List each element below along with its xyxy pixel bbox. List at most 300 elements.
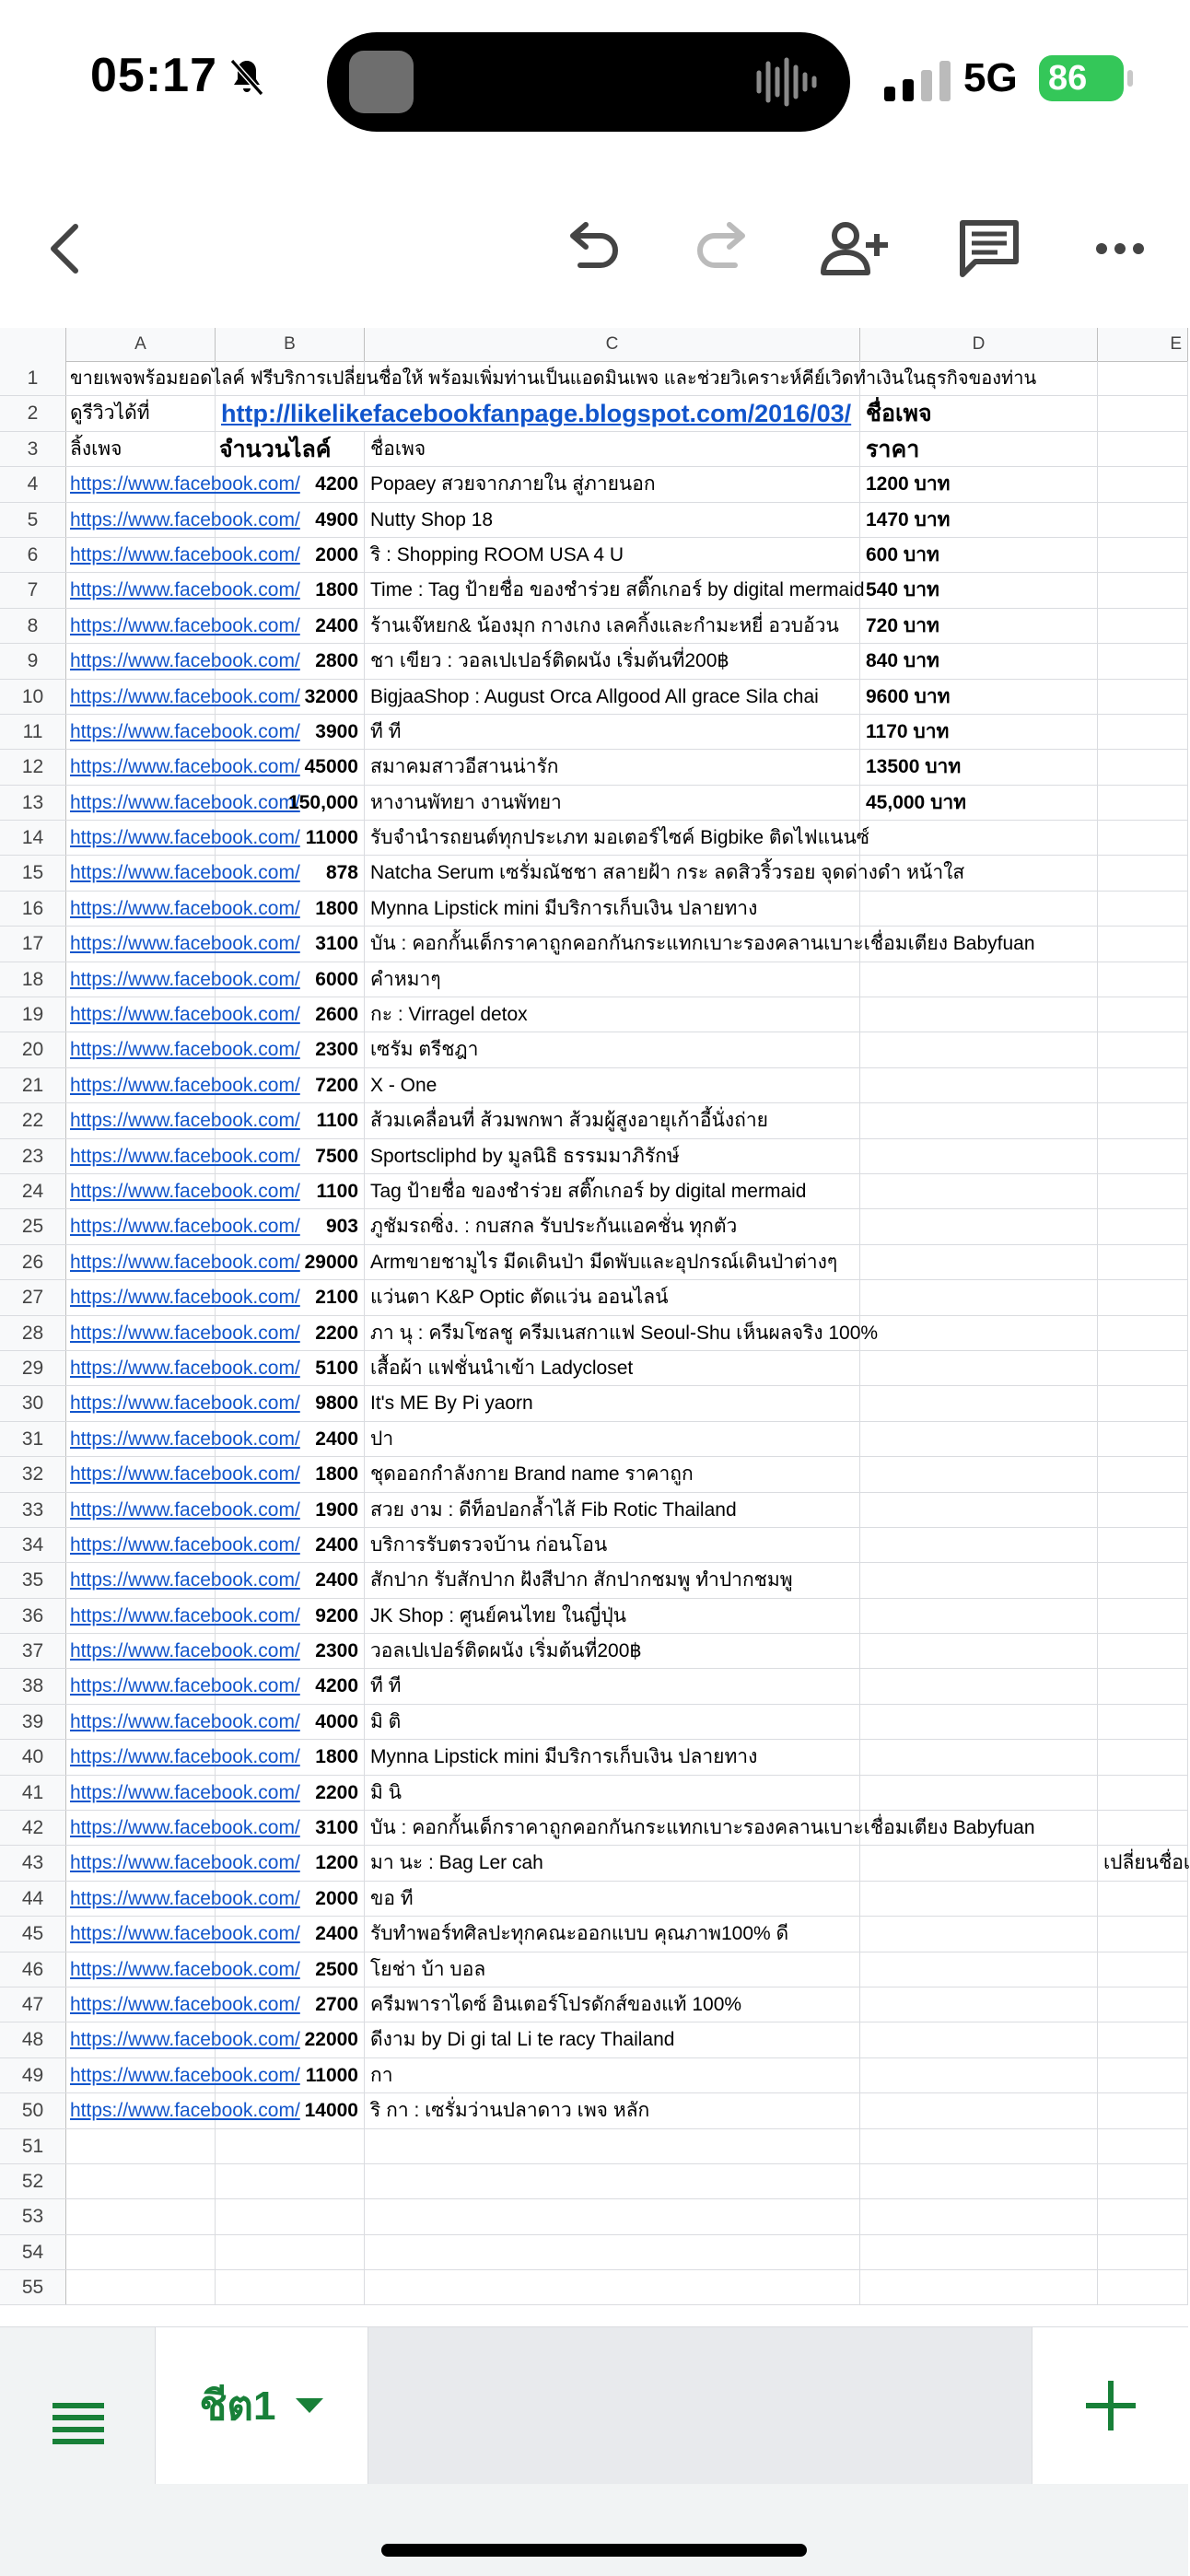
redo-button[interactable] (687, 212, 761, 286)
cell-c[interactable]: สวย งาม : ดีท็อปอกล้ำไส้ Fib Rotic Thailand (365, 1493, 860, 1527)
cell-b[interactable]: 4900 (216, 503, 365, 537)
all-sheets-button[interactable] (37, 2383, 120, 2465)
cell-d[interactable] (860, 1103, 1098, 1137)
cell-b[interactable] (216, 2270, 365, 2304)
cell-e[interactable] (1098, 1139, 1188, 1173)
cell-e[interactable] (1098, 2199, 1188, 2233)
cell-e[interactable] (1098, 1776, 1188, 1810)
cell-a[interactable]: https://www.facebook.com/ (66, 503, 216, 537)
cell-e[interactable] (1098, 1280, 1188, 1314)
cell-c[interactable]: รับทำพอร์ทศิลปะทุกคณะออกแบบ คุณภาพ100% ดี (365, 1917, 860, 1951)
cell-a[interactable]: https://www.facebook.com/ (66, 2058, 216, 2092)
cell-d[interactable] (860, 927, 1098, 961)
cell-b[interactable]: 2400 (216, 1422, 365, 1456)
cell-a[interactable]: https://www.facebook.com/ (66, 1882, 216, 1916)
cell-a[interactable] (66, 2164, 216, 2198)
cell-d[interactable] (860, 1599, 1098, 1633)
cell-e[interactable] (1098, 1457, 1188, 1491)
cell-b[interactable]: 2400 (216, 1563, 365, 1597)
row-number: 30 (0, 1386, 66, 1420)
cell-a[interactable]: https://www.facebook.com/ (66, 680, 216, 714)
cell-a[interactable]: https://www.facebook.com/ (66, 1634, 216, 1668)
cell-c[interactable]: เสื้อผ้า แฟชั่นนำเข้า Ladycloset (365, 1351, 860, 1385)
cell-c[interactable] (365, 2164, 860, 2198)
cell-e[interactable] (1098, 573, 1188, 607)
cell-d[interactable] (860, 2058, 1098, 2092)
cell-d[interactable] (860, 1669, 1098, 1703)
cell-a[interactable] (66, 2235, 216, 2269)
cell-d[interactable]: 540 บาท (860, 573, 1098, 607)
cell-c[interactable] (365, 2129, 860, 2163)
cell-c[interactable] (365, 2235, 860, 2269)
cell-e[interactable] (1098, 1386, 1188, 1420)
cell-e[interactable] (1098, 1811, 1188, 1845)
cell-b[interactable]: 2200 (216, 1316, 365, 1350)
cell-c[interactable]: ที ที (365, 1669, 860, 1703)
cell-d[interactable] (860, 1245, 1098, 1279)
cell-b[interactable]: 3900 (216, 715, 365, 749)
cell-b[interactable]: 2500 (216, 1952, 365, 1987)
cell-b[interactable]: 3100 (216, 1811, 365, 1845)
cell-d[interactable] (860, 2235, 1098, 2269)
cell-e[interactable] (1098, 821, 1188, 855)
cell-b[interactable]: 2200 (216, 1776, 365, 1810)
cell-e[interactable] (1098, 644, 1188, 678)
cell-c[interactable]: มิ นิ (365, 1776, 860, 1810)
cell-c[interactable]: ชา เขียว : วอลเปเปอร์ติดผนัง เริ่มต้นที่200฿ (365, 644, 860, 678)
cell-c[interactable]: Nutty Shop 18 (365, 503, 860, 537)
row-number: 27 (0, 1280, 66, 1314)
cell-e[interactable] (1098, 609, 1188, 643)
row-number: 48 (0, 2022, 66, 2057)
cell-a[interactable]: https://www.facebook.com/ (66, 1316, 216, 1350)
cell-d[interactable] (860, 997, 1098, 1032)
cell-a[interactable]: https://www.facebook.com/ (66, 1422, 216, 1456)
more-icon (1094, 241, 1146, 256)
cell-b[interactable]: 2300 (216, 1634, 365, 1668)
cell-a[interactable]: https://www.facebook.com/ (66, 644, 216, 678)
cell-a[interactable]: https://www.facebook.com/ (66, 1457, 216, 1491)
cell-c[interactable]: สักปาก รับสักปาก ฝังสีปาก สักปากชมพู ทำปากชมพู (365, 1563, 860, 1597)
cell-e[interactable] (1098, 1634, 1188, 1668)
cell-c[interactable]: มา นะ : Bag Ler cah (365, 1846, 860, 1880)
cell-d[interactable] (860, 1528, 1098, 1562)
cell-a[interactable]: https://www.facebook.com/ (66, 2093, 216, 2127)
cell-e[interactable] (1098, 1493, 1188, 1527)
cell-e[interactable] (1098, 467, 1188, 501)
table-row (0, 396, 1188, 431)
cell-a[interactable]: https://www.facebook.com/ (66, 538, 216, 572)
cell-d[interactable] (860, 1987, 1098, 2022)
cell-a[interactable]: https://www.facebook.com/ (66, 1952, 216, 1987)
cell-d[interactable]: ราคา (860, 432, 1098, 466)
column-header-e[interactable]: E (1098, 328, 1188, 361)
cell-b[interactable]: 9200 (216, 1599, 365, 1633)
cell-c[interactable]: หางานพัทยา งานพัทยา (365, 786, 860, 820)
cell-d[interactable] (860, 1776, 1098, 1810)
cell-e[interactable] (1098, 1987, 1188, 2022)
cell-c[interactable]: Armขายชามูไร มีดเดินป่า มีดพับและอุปกรณ์เดินป่าต่างๆ (365, 1245, 860, 1279)
cell-a[interactable]: https://www.facebook.com/ (66, 927, 216, 961)
cell-a[interactable] (66, 2129, 216, 2163)
cell-b[interactable]: 2100 (216, 1280, 365, 1314)
cell-d[interactable] (860, 1740, 1098, 1774)
cell-c[interactable]: ปา (365, 1422, 860, 1456)
cell-d[interactable]: 840 บาท (860, 644, 1098, 678)
cell-b[interactable]: 2800 (216, 644, 365, 678)
cell-e[interactable] (1098, 892, 1188, 926)
cell-a[interactable]: https://www.facebook.com/ (66, 1705, 216, 1739)
cell-c[interactable]: ริ กา : เซรั่มว่านปลาดาว เพจ หลัก (365, 2093, 860, 2127)
cell-d[interactable] (860, 1139, 1098, 1173)
cell-d[interactable] (860, 1316, 1098, 1350)
cell-a[interactable]: https://www.facebook.com/ (66, 1209, 216, 1243)
table-row (0, 1846, 1188, 1881)
cell-b[interactable]: 2400 (216, 1917, 365, 1951)
cell-e[interactable] (1098, 432, 1188, 466)
cell-c[interactable]: ภูชัมรถซิ่ง. : กบสกล รับประกันแอคชั่น ทุกตัว (365, 1209, 860, 1243)
cell-b[interactable]: 5100 (216, 1351, 365, 1385)
cell-e[interactable] (1098, 503, 1188, 537)
cell-e[interactable] (1098, 1174, 1188, 1208)
cell-b[interactable]: 2000 (216, 538, 365, 572)
cell-e[interactable] (1098, 1351, 1188, 1385)
cell-b[interactable]: 1100 (216, 1103, 365, 1137)
cell-d[interactable] (860, 2022, 1098, 2057)
cell-e[interactable] (1098, 396, 1188, 430)
cell-e[interactable] (1098, 1528, 1188, 1562)
cell-a[interactable]: https://www.facebook.com/ (66, 609, 216, 643)
cell-a[interactable]: https://www.facebook.com/ (66, 1245, 216, 1279)
cell-a[interactable]: https://www.facebook.com/ (66, 1280, 216, 1314)
cell-c[interactable]: ดีงาม by Di gi tal Li te racy Thailand (365, 2022, 860, 2057)
cell-b[interactable]: 2400 (216, 1528, 365, 1562)
cell-b[interactable]: 29000 (216, 1245, 365, 1279)
cell-a[interactable]: https://www.facebook.com/ (66, 1917, 216, 1951)
cell-e[interactable] (1098, 1740, 1188, 1774)
cell-d[interactable] (860, 1351, 1098, 1385)
cell-e[interactable] (1098, 962, 1188, 997)
row-number: 11 (0, 715, 66, 749)
cell-d[interactable] (860, 1209, 1098, 1243)
cell-b[interactable] (216, 2199, 365, 2233)
column-header-d[interactable]: D (860, 328, 1098, 361)
cell-b[interactable]: 4000 (216, 1705, 365, 1739)
cell-c[interactable]: บัน : คอกกั้นเด็กราคาถูกคอกกันกระแทกเบาะรองคลานเบาะเชื่อมเตียง Babyfuan (365, 1811, 860, 1845)
cell-e[interactable] (1098, 2270, 1188, 2304)
cell-a[interactable]: ลิ้งเพจ (66, 432, 216, 466)
cell-b[interactable] (216, 2164, 365, 2198)
cell-a[interactable]: https://www.facebook.com/ (66, 573, 216, 607)
cell-d[interactable] (860, 962, 1098, 997)
cell-b[interactable]: 4200 (216, 467, 365, 501)
cell-a[interactable]: https://www.facebook.com/ (66, 1599, 216, 1633)
cell-c[interactable]: ส้วมเคลื่อนที่ ส้วมพกพา ส้วมผู้สูงอายุเก้าอี้นั่งถ่าย (365, 1103, 860, 1137)
cell-d[interactable]: 720 บาท (860, 609, 1098, 643)
cell-a[interactable]: https://www.facebook.com/ (66, 1386, 216, 1420)
cell-a[interactable]: https://www.facebook.com/ (66, 1139, 216, 1173)
cell-b[interactable]: 1900 (216, 1493, 365, 1527)
cell-c[interactable]: ที ที (365, 715, 860, 749)
cell-c[interactable]: X - One (365, 1068, 860, 1102)
cell-a[interactable]: https://www.facebook.com/ (66, 962, 216, 997)
cell-e[interactable] (1098, 2129, 1188, 2163)
cell-c[interactable]: Popaey สวยจากภายใน สู่ภายนอก (365, 467, 860, 501)
cell-a[interactable]: https://www.facebook.com/ (66, 1776, 216, 1810)
cell-a[interactable]: https://www.facebook.com/ (66, 1528, 216, 1562)
cell-e[interactable] (1098, 2235, 1188, 2269)
cell-e[interactable] (1098, 997, 1188, 1032)
cell-b[interactable]: 1200 (216, 1846, 365, 1880)
cell-e[interactable] (1098, 1068, 1188, 1102)
cell-b[interactable]: 1800 (216, 892, 365, 926)
cell-e[interactable] (1098, 1032, 1188, 1067)
cell-a[interactable]: https://www.facebook.com/ (66, 2022, 216, 2057)
cell-b[interactable]: 11000 (216, 2058, 365, 2092)
cell-c[interactable] (365, 2199, 860, 2233)
cell-d[interactable] (860, 1280, 1098, 1314)
cell-d[interactable] (860, 1386, 1098, 1420)
cell-e[interactable] (1098, 1669, 1188, 1703)
cell-e[interactable] (1098, 2058, 1188, 2092)
cell-e[interactable] (1098, 750, 1188, 784)
cell-a[interactable]: ขายเพจพร้อมยอดไลค์ ฟรีบริการเปลี่ยนชื่อให้ พร้อมเพิ่มท่านเป็นแอดมินเพจ และช่วยวิเคราะห์คีย์เวิดทำเงินในธุรกิจของท่าน (66, 361, 216, 395)
cell-b[interactable]: 45000 (216, 750, 365, 784)
cell-e[interactable] (1098, 1563, 1188, 1597)
cell-b[interactable]: 2600 (216, 997, 365, 1032)
cell-b[interactable]: 2700 (216, 1987, 365, 2022)
cell-c[interactable]: ภา นุ : ครีมโซลชู ครีมเนสกาแฟ Seoul-Shu เห็นผลจริง 100% (365, 1316, 860, 1350)
comment-button[interactable] (952, 212, 1026, 286)
cell-a[interactable]: https://www.facebook.com/ (66, 1563, 216, 1597)
cell-e[interactable] (1098, 361, 1188, 395)
cell-d[interactable]: 1470 บาท (860, 503, 1098, 537)
cell-a[interactable]: https://www.facebook.com/ (66, 892, 216, 926)
cell-e[interactable] (1098, 1245, 1188, 1279)
cell-a[interactable]: https://www.facebook.com/ (66, 1811, 216, 1845)
cell-b[interactable]: 1100 (216, 1174, 365, 1208)
cell-c[interactable]: ชุดออกกำลังกาย Brand name ราคาถูก (365, 1457, 860, 1491)
cell-d[interactable] (860, 2129, 1098, 2163)
cell-b[interactable] (216, 2235, 365, 2269)
cell-c[interactable]: บริการรับตรวจบ้าน ก่อนโอน (365, 1528, 860, 1562)
column-header-c[interactable]: C (365, 328, 860, 361)
row-number: 3 (0, 432, 66, 466)
cell-a[interactable]: https://www.facebook.com/ (66, 1740, 216, 1774)
cell-d[interactable] (860, 856, 1098, 890)
cell-e[interactable] (1098, 2164, 1188, 2198)
cell-e[interactable] (1098, 1316, 1188, 1350)
cell-b[interactable]: 4200 (216, 1669, 365, 1703)
cell-d[interactable] (860, 892, 1098, 926)
cell-d[interactable]: 13500 บาท (860, 750, 1098, 784)
cell-c[interactable]: กะ : Virragel detox (365, 997, 860, 1032)
cell-a[interactable]: https://www.facebook.com/ (66, 786, 216, 820)
share-button[interactable] (818, 212, 892, 286)
cell-b[interactable]: 3100 (216, 927, 365, 961)
cell-b[interactable]: 1800 (216, 573, 365, 607)
cell-b[interactable]: จำนวนไลค์ (216, 432, 365, 466)
cell-c[interactable]: เซรัม ตรีชฎา (365, 1032, 860, 1067)
cell-e[interactable] (1098, 2093, 1188, 2127)
cell-a[interactable]: https://www.facebook.com/ (66, 1846, 216, 1880)
table-row (0, 1174, 1188, 1209)
cell-c[interactable]: โยช่า บ้า บอล (365, 1952, 860, 1987)
cell-c[interactable]: Natcha Serum เซรั่มณัชชา สลายฝ้า กระ ลดสิวริ้วรอย จุดด่างดำ หน้าใส (365, 856, 860, 890)
cell-b[interactable]: 6000 (216, 962, 365, 997)
row-number: 19 (0, 997, 66, 1032)
table-row (0, 892, 1188, 927)
cell-e[interactable] (1098, 1705, 1188, 1739)
cell-e[interactable] (1098, 1952, 1188, 1987)
dropdown-caret-icon (296, 2398, 323, 2413)
cell-b[interactable]: 878 (216, 856, 365, 890)
cell-c[interactable]: ริ : Shopping ROOM USA 4 U (365, 538, 860, 572)
cell-e[interactable] (1098, 1103, 1188, 1137)
cell-c[interactable]: Mynna Lipstick mini มีบริการเก็บเงิน ปลายทาง (365, 892, 860, 926)
cell-a[interactable]: https://www.facebook.com/ (66, 1987, 216, 2022)
cell-e[interactable] (1098, 715, 1188, 749)
cell-d[interactable] (860, 1846, 1098, 1880)
cell-d[interactable] (860, 2093, 1098, 2127)
undo-button[interactable] (554, 212, 628, 286)
cell-c[interactable]: JK Shop : ศูนย์คนไทย ในญี่ปุ่น (365, 1599, 860, 1633)
cell-a[interactable]: https://www.facebook.com/ (66, 1669, 216, 1703)
cell-a[interactable]: https://www.facebook.com/ (66, 1351, 216, 1385)
cell-c[interactable]: Tag ป้ายชื่อ ของชำร่วย สติ๊กเกอร์ by digital mermaid (365, 1174, 860, 1208)
cell-d[interactable] (860, 2199, 1098, 2233)
cell-d[interactable] (860, 1705, 1098, 1739)
cell-c[interactable]: BigjaaShop : August Orca Allgood All grace Sila chai (365, 680, 860, 714)
cell-d[interactable] (860, 1882, 1098, 1916)
cell-e[interactable] (1098, 1917, 1188, 1951)
cell-e[interactable]: เปลี่ยนชื่อเ (1098, 1846, 1188, 1880)
cell-a[interactable]: https://www.facebook.com/ (66, 1493, 216, 1527)
cell-d[interactable] (860, 1457, 1098, 1491)
cell-e[interactable] (1098, 1599, 1188, 1633)
corner-select-all[interactable] (0, 328, 66, 361)
cell-b[interactable] (216, 2129, 365, 2163)
cell-b[interactable]: 32000 (216, 680, 365, 714)
cell-d[interactable] (860, 2164, 1098, 2198)
cell-a[interactable] (66, 2270, 216, 2304)
cell-c[interactable]: It's ME By Pi yaorn (365, 1386, 860, 1420)
cell-d[interactable]: ชื่อเพจ (860, 396, 1098, 430)
cell-e[interactable] (1098, 927, 1188, 961)
cell-d[interactable]: 1170 บาท (860, 715, 1098, 749)
more-button[interactable] (1083, 212, 1157, 286)
cell-d[interactable] (860, 1952, 1098, 1987)
cell-c[interactable]: กา (365, 2058, 860, 2092)
cell-e[interactable] (1098, 1882, 1188, 1916)
spreadsheet-grid[interactable] (0, 328, 1188, 2326)
cell-e[interactable] (1098, 1422, 1188, 1456)
cell-a[interactable]: https://www.facebook.com/ (66, 1032, 216, 1067)
cell-c[interactable]: มิ ติ (365, 1705, 860, 1739)
cell-d[interactable] (860, 1174, 1098, 1208)
cell-d[interactable] (860, 1068, 1098, 1102)
cell-d[interactable] (860, 1811, 1098, 1845)
cell-a[interactable]: https://www.facebook.com/ (66, 997, 216, 1032)
column-header-b[interactable]: B (216, 328, 365, 361)
cell-b[interactable]: 22000 (216, 2022, 365, 2057)
cell-e[interactable] (1098, 1209, 1188, 1243)
cell-d[interactable]: 9600 บาท (860, 680, 1098, 714)
cell-b[interactable]: 9800 (216, 1386, 365, 1420)
cell-d[interactable] (860, 1032, 1098, 1067)
cell-d[interactable] (860, 821, 1098, 855)
column-header-a[interactable]: A (66, 328, 216, 361)
cell-c[interactable]: ชื่อเพจ (365, 432, 860, 466)
cell-b[interactable]: 7200 (216, 1068, 365, 1102)
cell-b[interactable]: 2400 (216, 609, 365, 643)
cell-e[interactable] (1098, 538, 1188, 572)
cell-e[interactable] (1098, 680, 1188, 714)
cell-c[interactable]: Sportscliphd by มูลนิธิ ธรรมมาภิรักษ์ (365, 1139, 860, 1173)
cell-d[interactable] (860, 1493, 1098, 1527)
cell-c[interactable]: รับจำนำรถยนต์ทุกประเภท มอเตอร์ไซค์ Bigbike ติดไฟแนนซ์ (365, 821, 860, 855)
cell-a[interactable]: https://www.facebook.com/ (66, 856, 216, 890)
cell-b[interactable]: 150,000 (216, 786, 365, 820)
cell-a[interactable]: https://www.facebook.com/ (66, 1068, 216, 1102)
cell-b[interactable]: 11000 (216, 821, 365, 855)
cell-e[interactable] (1098, 856, 1188, 890)
cell-b[interactable]: 2000 (216, 1882, 365, 1916)
cell-a[interactable]: https://www.facebook.com/ (66, 1103, 216, 1137)
cell-b[interactable]: 2300 (216, 1032, 365, 1067)
cell-d[interactable] (860, 1634, 1098, 1668)
cell-c[interactable]: ขอ ที (365, 1882, 860, 1916)
cell-c[interactable]: ครีมพาราไดซ์ อินเตอร์โปรดักส์ของแท้ 100% (365, 1987, 860, 2022)
cell-a[interactable]: https://www.facebook.com/ (66, 715, 216, 749)
cell-d[interactable]: 45,000 บาท (860, 786, 1098, 820)
cell-c[interactable]: Mynna Lipstick mini มีบริการเก็บเงิน ปลายทาง (365, 1740, 860, 1774)
cell-e[interactable] (1098, 2022, 1188, 2057)
cell-b[interactable]: 1800 (216, 1457, 365, 1491)
sheet-tab-1[interactable] (155, 2327, 368, 2484)
cell-c[interactable]: แว่นตา K&P Optic ตัดแว่น ออนไลน์ (365, 1280, 860, 1314)
cell-a[interactable]: ดูรีวิวได้ที่ (66, 396, 216, 430)
cell-a[interactable]: https://www.facebook.com/ (66, 821, 216, 855)
cell-c[interactable]: บัน : คอกกั้นเด็กราคาถูกคอกกันกระแทกเบาะรองคลานเบาะเชื่อมเตียง Babyfuan (365, 927, 860, 961)
cell-a[interactable] (66, 2199, 216, 2233)
cell-a[interactable]: https://www.facebook.com/ (66, 1174, 216, 1208)
cell-b[interactable]: 14000 (216, 2093, 365, 2127)
cell-d[interactable] (860, 2270, 1098, 2304)
cell-a[interactable]: https://www.facebook.com/ (66, 750, 216, 784)
cell-b[interactable]: 7500 (216, 1139, 365, 1173)
cell-d[interactable]: 600 บาท (860, 538, 1098, 572)
cell-a[interactable]: https://www.facebook.com/ (66, 467, 216, 501)
cell-c[interactable]: คำหมาๆ (365, 962, 860, 997)
cell-c[interactable] (365, 2270, 860, 2304)
cell-d[interactable]: 1200 บาท (860, 467, 1098, 501)
cell-c[interactable]: Time : Tag ป้ายชื่อ ของชำร่วย สติ๊กเกอร์ by digital mermaid (365, 573, 860, 607)
back-button[interactable] (28, 212, 101, 286)
cell-b[interactable]: 1800 (216, 1740, 365, 1774)
add-sheet-button[interactable] (1032, 2327, 1189, 2484)
table-row (0, 1209, 1188, 1244)
cell-c[interactable]: สมาคมสาวอีสานน่ารัก (365, 750, 860, 784)
cell-e[interactable] (1098, 786, 1188, 820)
cell-c[interactable]: วอลเปเปอร์ติดผนัง เริ่มต้นที่200฿ (365, 1634, 860, 1668)
cell-d[interactable] (860, 1563, 1098, 1597)
cell-d[interactable] (860, 1917, 1098, 1951)
cell-b[interactable]: 903 (216, 1209, 365, 1243)
cell-b[interactable]: http://likelikefacebookfanpage.blogspot.com/2016/03/ (216, 396, 860, 430)
cell-d[interactable] (860, 1422, 1098, 1456)
cell-c[interactable]: ร้านเจ๊หยก& น้องมุก กางเกง เลคกิ้งและกำมะหยี่ อวบอ้วน (365, 609, 860, 643)
